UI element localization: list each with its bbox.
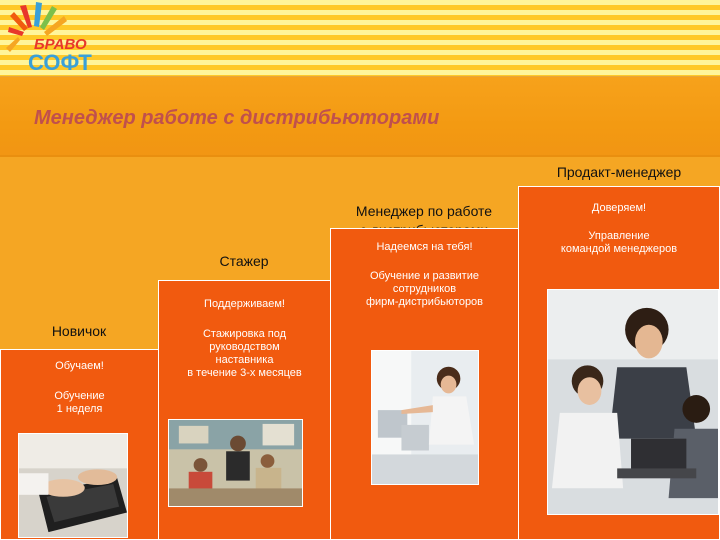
photo-typing-hands: [18, 433, 128, 538]
photo-team-at-computer: [547, 289, 719, 515]
stage-column-novice: [0, 349, 159, 540]
stage-label-manager: Менеджер по работе: [355, 203, 493, 219]
stage-label-product-manager: Продакт-менеджер: [556, 164, 682, 180]
stage-description: Управление командой менеджеров: [560, 230, 678, 255]
header-stripes: [0, 0, 720, 76]
page-title: Менеджер работе с дистрибьюторами: [34, 107, 440, 129]
stage-column-intern: [158, 280, 331, 540]
svg-text:СОФТ: СОФТ: [28, 50, 92, 75]
stage-description: Стажировка под руководством наставника в течение 3-х месяцев: [187, 328, 302, 379]
stage-label-novice: Новичок: [51, 323, 107, 339]
stage-description: Обучение 1 неделя: [54, 390, 105, 415]
stage-label-intern: Стажер: [219, 253, 269, 269]
stage-description: Обучение и развитие сотрудников фирм-дистрибьюторов: [365, 270, 484, 308]
stage-motto: Надеемся на тебя!: [376, 241, 473, 253]
title-band-divider: [0, 155, 720, 157]
stage-column-product-manager: [518, 186, 720, 540]
stage-motto: Доверяем!: [591, 202, 647, 214]
svg-text:БРАВО: БРАВО: [34, 36, 87, 53]
stage-column-manager: [330, 228, 519, 540]
photo-trainer-pointing: [371, 350, 479, 485]
photo-students-group: [168, 419, 303, 507]
stage-motto: Поддерживаем!: [204, 298, 285, 310]
stage-motto: Обучаем!: [55, 360, 104, 372]
company-logo: [6, 0, 100, 76]
